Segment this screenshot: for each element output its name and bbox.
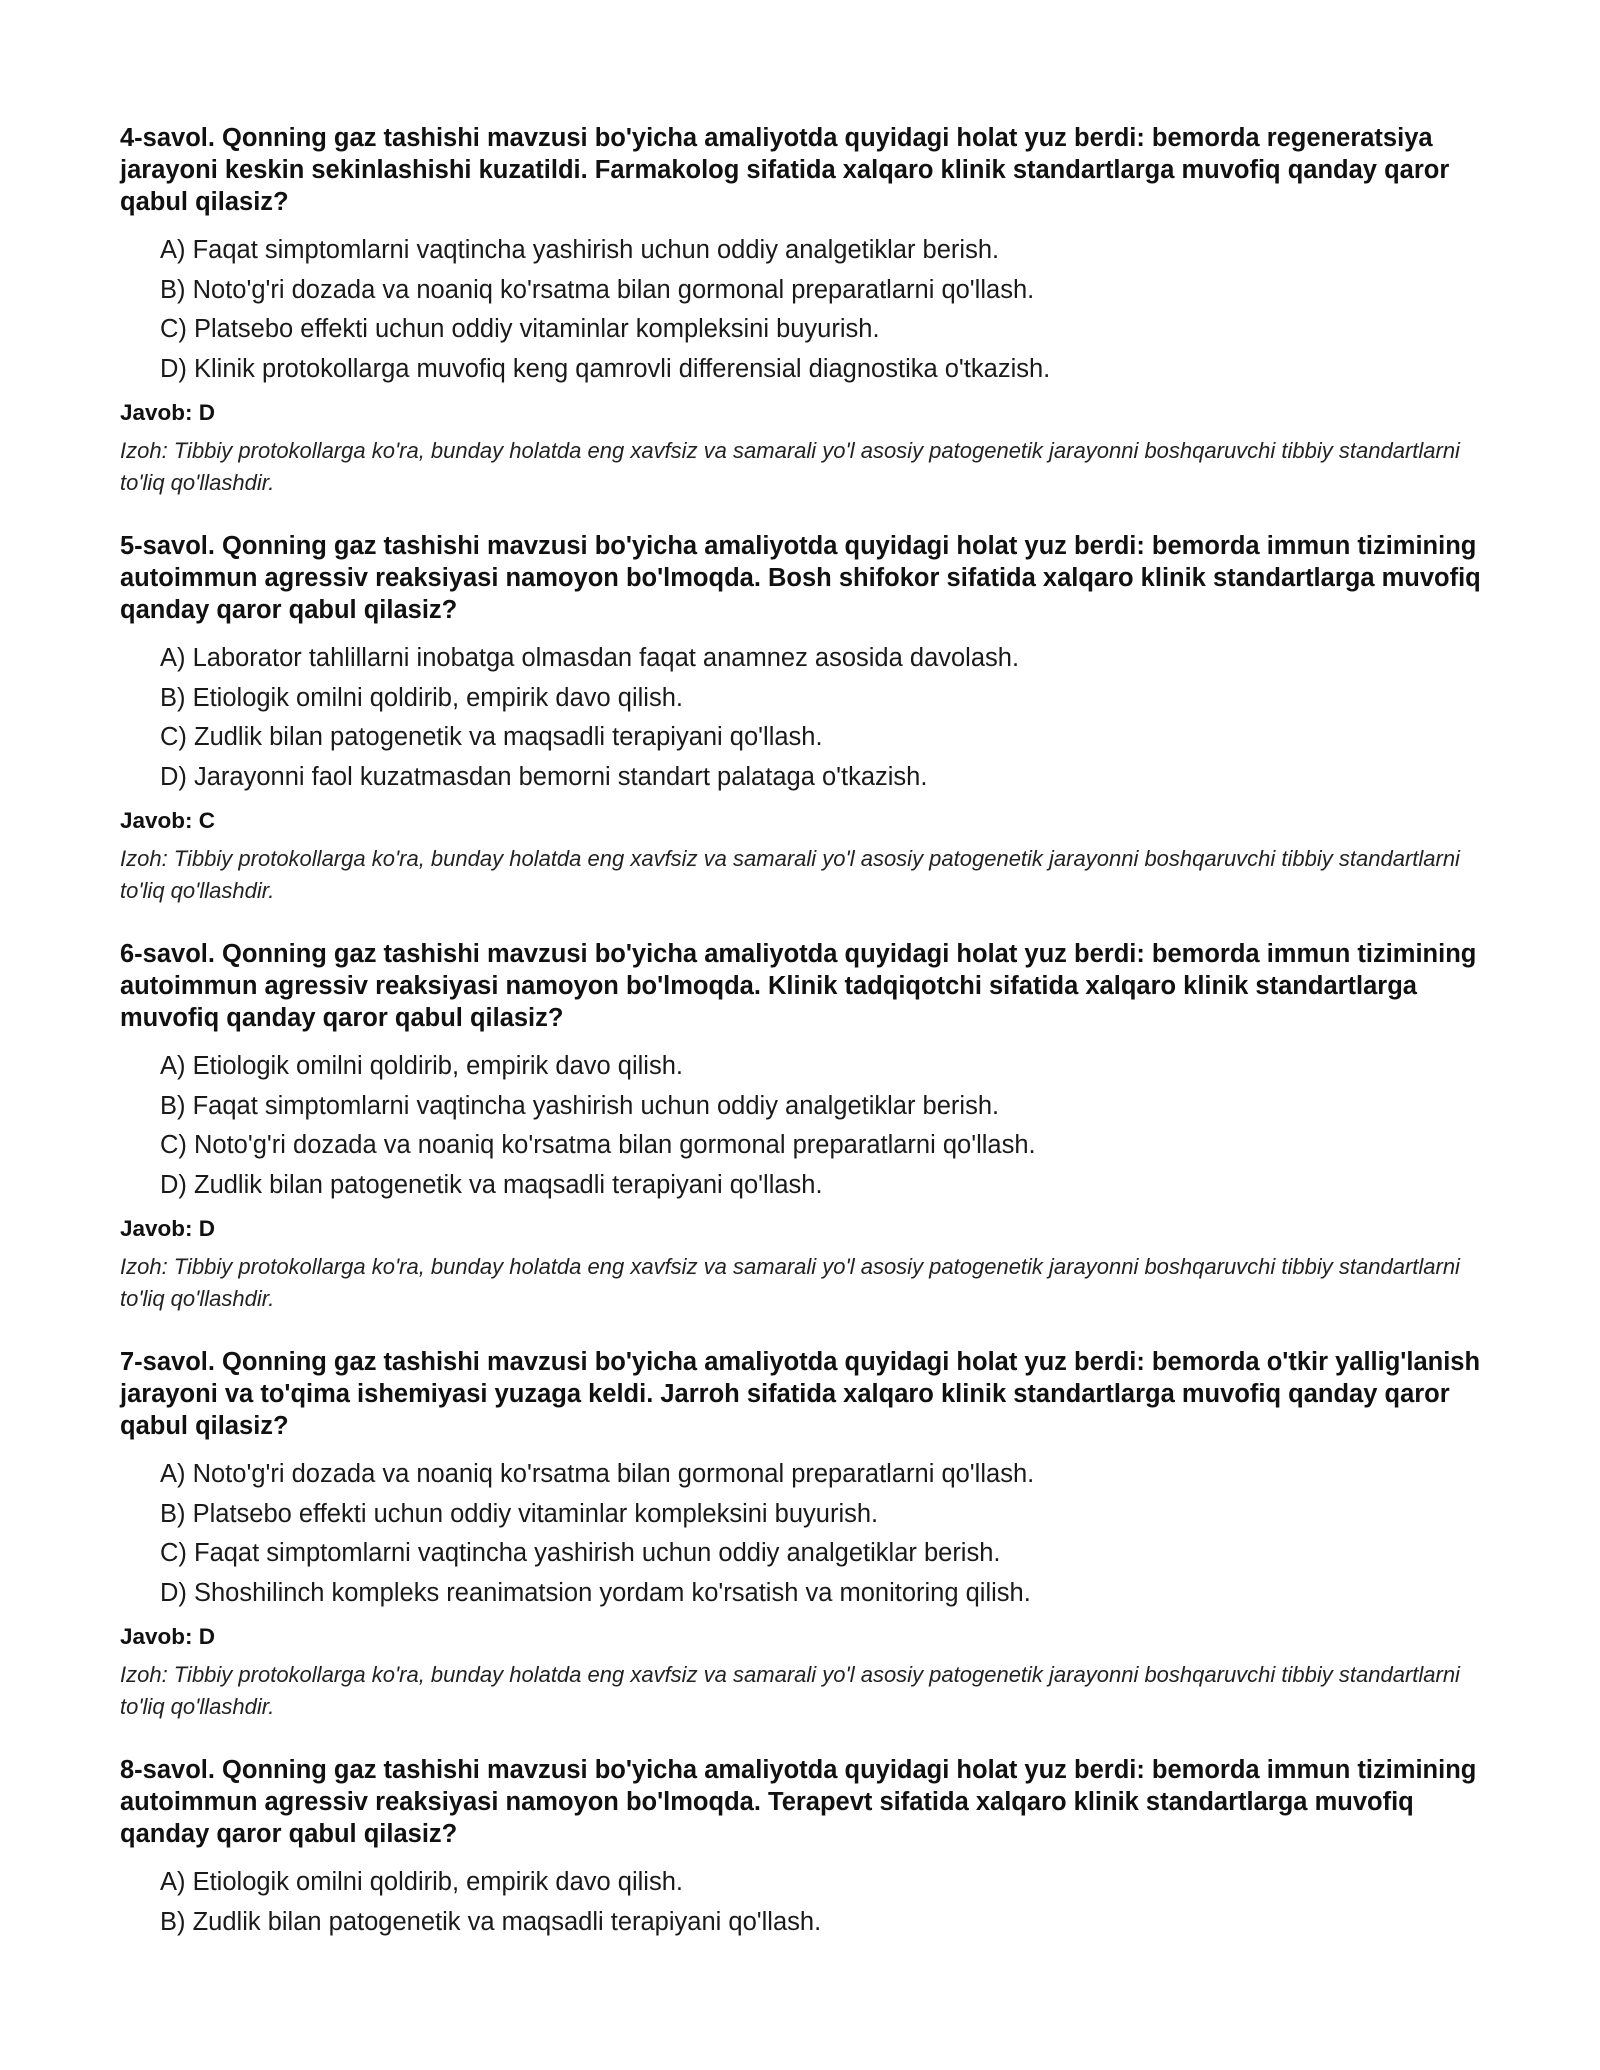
question-title: 4-savol. Qonning gaz tashishi mavzusi bo'yicha amaliyotda quyidagi holat yuz berdi: bemorda regeneratsiya jarayoni keskin sekinlashishi kuzatildi. Farmakolog sifatida xalqaro klinik standartlarga muvofiq qanday qaror qabul qilasiz?	[120, 124, 1450, 216]
explanation-note: Izoh: Tibbiy protokollarga ko'ra, bunday holatda eng xavfsiz va samarali yo'l asosiy patogenetik jarayonni boshqaruvchi tibbiy standartlarni to'liq qo'llashdir.	[120, 846, 1460, 903]
option-d: D) Shoshilinch kompleks reanimatsion yordam ko'rsatish va monitoring qilish.	[160, 1578, 1031, 1607]
question-title: 5-savol. Qonning gaz tashishi mavzusi bo'yicha amaliyotda quyidagi holat yuz berdi: bemorda immun tizimining autoimmun agressiv reaksiyasi namoyon bo'lmoqda. Bosh shifokor sifatida xalqaro klinik standartlarga muvofiq qanday qaror qabul qilasiz?	[120, 532, 1481, 624]
question-block-8	[120, 1754, 1505, 1942]
option-a: A) Faqat simptomlarni vaqtincha yashirish uchun oddiy analgetiklar berish.	[160, 236, 1000, 264]
question-title: 6-savol. Qonning gaz tashishi mavzusi bo'yicha amaliyotda quyidagi holat yuz berdi: bemorda immun tizimining autoimmun agressiv reaksiyasi namoyon bo'lmoqda. Klinik tadqiqotchi sifatida xalqaro klinik standartlarga muvofiq qanday qaror qabul qilasiz?	[120, 940, 1477, 1032]
option-d: D) Klinik protokollarga muvofiq keng qamrovli differensial diagnostika o'tkazish.	[160, 354, 1051, 383]
answer-line: Javob: D	[120, 400, 216, 425]
option-b: B) Noto'g'ri dozada va noaniq ko'rsatma bilan gormonal preparatlarni qo'llash.	[160, 275, 1035, 304]
answer-options-list	[120, 231, 1505, 389]
option-d: D) Zudlik bilan patogenetik va maqsadli terapiyani qo'llash.	[160, 1170, 823, 1199]
answer-options-list	[120, 639, 1505, 797]
question-block-6	[120, 938, 1505, 1315]
option-a: A) Etiologik omilni qoldirib, empirik davo qilish.	[160, 1868, 683, 1896]
explanation-note: Izoh: Tibbiy protokollarga ko'ra, bunday holatda eng xavfsiz va samarali yo'l asosiy patogenetik jarayonni boshqaruvchi tibbiy standartlarni to'liq qo'llashdir.	[120, 1254, 1460, 1311]
answer-line: Javob: D	[120, 1216, 216, 1241]
option-d: D) Jarayonni faol kuzatmasdan bemorni standart palataga o'tkazish.	[160, 762, 928, 791]
option-a: A) Laborator tahlillarni inobatga olmasdan faqat anamnez asosida davolash.	[160, 644, 1020, 672]
option-b: B) Etiologik omilni qoldirib, empirik davo qilish.	[160, 683, 683, 712]
answer-line: Javob: D	[120, 1624, 216, 1649]
question-title: 8-savol. Qonning gaz tashishi mavzusi bo'yicha amaliyotda quyidagi holat yuz berdi: bemorda immun tizimining autoimmun agressiv reaksiyasi namoyon bo'lmoqda. Terapevt sifatida xalqaro klinik standartlarga muvofiq qanday qaror qabul qilasiz?	[120, 1756, 1477, 1848]
answer-options-list	[120, 1047, 1505, 1205]
question-block-7	[120, 1346, 1505, 1723]
answer-options-list	[120, 1863, 1505, 1942]
option-c: C) Platsebo effekti uchun oddiy vitaminlar kompleksini buyurish.	[160, 315, 880, 343]
explanation-note: Izoh: Tibbiy protokollarga ko'ra, bunday holatda eng xavfsiz va samarali yo'l asosiy patogenetik jarayonni boshqaruvchi tibbiy standartlarni to'liq qo'llashdir.	[120, 1662, 1460, 1719]
option-c: C) Faqat simptomlarni vaqtincha yashirish uchun oddiy analgetiklar berish.	[160, 1539, 1001, 1567]
question-block-5	[120, 530, 1505, 907]
question-block-4	[120, 122, 1505, 499]
option-c: C) Noto'g'ri dozada va noaniq ko'rsatma bilan gormonal preparatlarni qo'llash.	[160, 1131, 1036, 1159]
explanation-note: Izoh: Tibbiy protokollarga ko'ra, bunday holatda eng xavfsiz va samarali yo'l asosiy patogenetik jarayonni boshqaruvchi tibbiy standartlarni to'liq qo'llashdir.	[120, 438, 1460, 495]
option-a: A) Etiologik omilni qoldirib, empirik davo qilish.	[160, 1052, 683, 1080]
option-b: B) Platsebo effekti uchun oddiy vitaminlar kompleksini buyurish.	[160, 1499, 879, 1528]
answer-line: Javob: C	[120, 808, 216, 833]
option-b: B) Zudlik bilan patogenetik va maqsadli terapiyani qo'llash.	[160, 1907, 822, 1936]
answer-options-list	[120, 1455, 1505, 1613]
option-c: C) Zudlik bilan patogenetik va maqsadli terapiyani qo'llash.	[160, 723, 823, 751]
question-title: 7-savol. Qonning gaz tashishi mavzusi bo'yicha amaliyotda quyidagi holat yuz berdi: bemorda o'tkir yallig'lanish jarayoni va to'qima ishemiyasi yuzaga keldi. Jarroh sifatida xalqaro klinik standartlarga muvofiq qanday qaror qabul qilasiz?	[120, 1348, 1481, 1440]
option-a: A) Noto'g'ri dozada va noaniq ko'rsatma bilan gormonal preparatlarni qo'llash.	[160, 1460, 1035, 1488]
option-b: B) Faqat simptomlarni vaqtincha yashirish uchun oddiy analgetiklar berish.	[160, 1091, 1000, 1120]
